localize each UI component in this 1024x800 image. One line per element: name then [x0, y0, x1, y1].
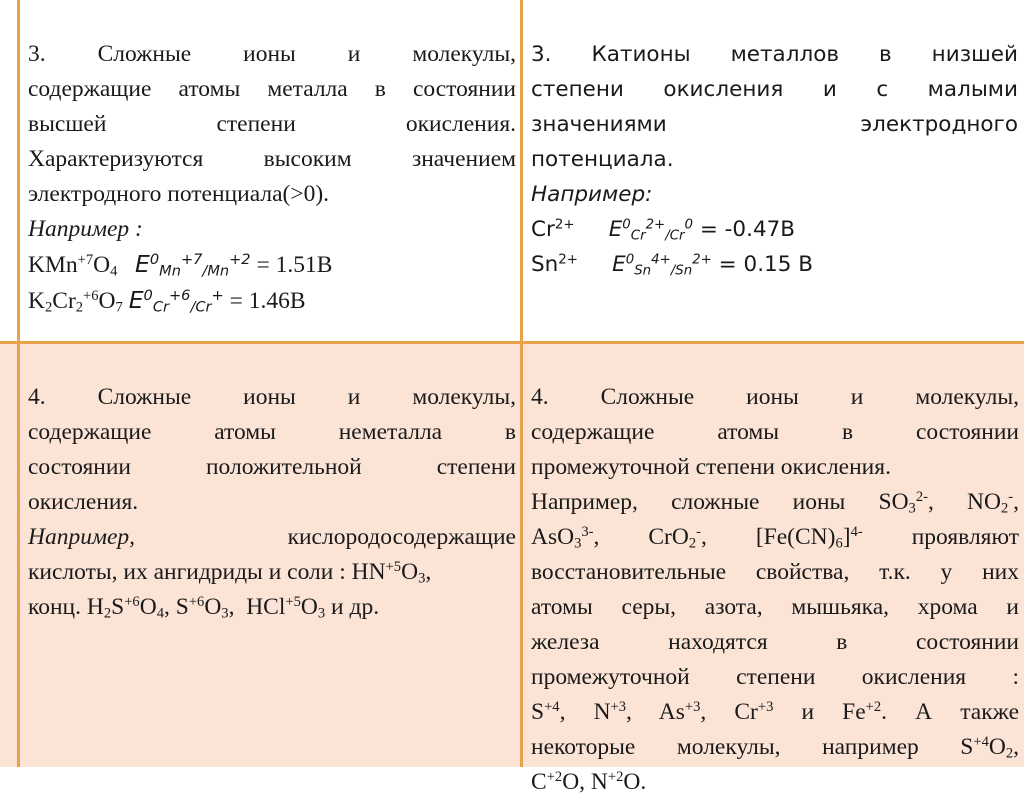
text-line: степени окисления и с малыми	[531, 77, 1018, 102]
example-line	[28, 520, 516, 555]
cell-4-left	[28, 380, 516, 625]
text-line: восстановительные свойства, т.к. у них	[531, 559, 1019, 585]
text-line: содержащие атомы неметалла в	[28, 419, 516, 445]
text-line: 4. Сложные ионы и молекулы,	[28, 384, 516, 410]
text-line: Характеризуются высоким значением	[28, 146, 516, 172]
table-border-row	[0, 341, 1024, 344]
acids-line-2: конц. $H_2S^{+6}O_4$, $S^{+6}O_3$, $HCl^{+5}O_3$ и др.	[28, 594, 380, 622]
text-line: содержащие атомы металла в состоянии	[28, 76, 516, 102]
text-line: содержащие атомы в состоянии	[531, 419, 1019, 445]
table-border-middle	[520, 0, 523, 767]
oxidation-states-line: $S^{+4}$, $N^{+3}$, $As^{+3}$, $Cr^{+3}$ и $Fe^{+2}$. А также	[531, 699, 1020, 725]
text-line: состоянии положительной степени	[28, 454, 516, 480]
acids-line: кислоты, их ангидриды и соли : $HN^{+5}O_3$,	[28, 559, 432, 587]
text-line: промежуточной степени окисления.	[531, 454, 891, 480]
text-line: атомы серы, азота, мышьяка, хрома и	[531, 594, 1019, 620]
formula-k2cr2o7: $K_2Cr_2^{+6}O_7$ $E^0_{Cr}^{+6}_{/Cr}^+ = 1.46В$	[28, 286, 306, 316]
example-label: Например:	[531, 182, 653, 207]
cell-4-right	[531, 380, 1019, 800]
text-line: потенциала.	[531, 147, 674, 172]
text-line: электродного потенциала(>0).	[28, 181, 330, 207]
text-line: железа находятся в состоянии	[531, 629, 1019, 655]
example-label: Например,	[28, 524, 136, 550]
formula-kmno4: $KMn^{+7}O_4$ $E^0_{Mn}^{+7}_{/Mn}^{+2} = 1.51В$	[28, 250, 333, 280]
text-line: промежуточной степени окисления :	[531, 664, 1019, 690]
example-label: Например :	[28, 216, 143, 242]
table-border-left	[17, 0, 20, 767]
text-line: значениями электродного	[531, 112, 1018, 137]
molecules-line-2: $C^{+2}O$, $N^{+2}O$.	[531, 769, 647, 795]
formula-cr: $Cr^{2+}$ $E^0_{Cr}^{2+}_{/Cr}^0 = -0.47В$	[531, 217, 796, 244]
example-rest: кислородосодержащие	[287, 524, 516, 550]
text-line: окисления.	[28, 489, 139, 515]
molecules-line: некоторые молекулы, например $S^{+4}O_2$,	[531, 734, 1019, 762]
cell-3-left	[28, 37, 516, 319]
ions-line-1: Например, сложные ионы $SO_3^{2-}$, $NO_2^-$,	[531, 489, 1019, 517]
ions-line-2: AsO$_3^{3-}$, CrO$_2$-, $[Fe(CN)_6]^{4-}$ проявляют	[531, 524, 1019, 552]
formula-sn: $Sn^{2+}$ $E^0_{Sn}^{4+}_{/Sn}^{2+} = 0.15$ В	[531, 252, 813, 279]
text-line: высшей степени окисления.	[28, 111, 516, 137]
cell-3-right	[531, 37, 1018, 282]
text-line: 4. Сложные ионы и молекулы,	[531, 384, 1019, 410]
text-line: 3. Сложные ионы и молекулы,	[28, 41, 516, 67]
text-line: 3. Катионы металлов в низшей	[531, 42, 1018, 67]
